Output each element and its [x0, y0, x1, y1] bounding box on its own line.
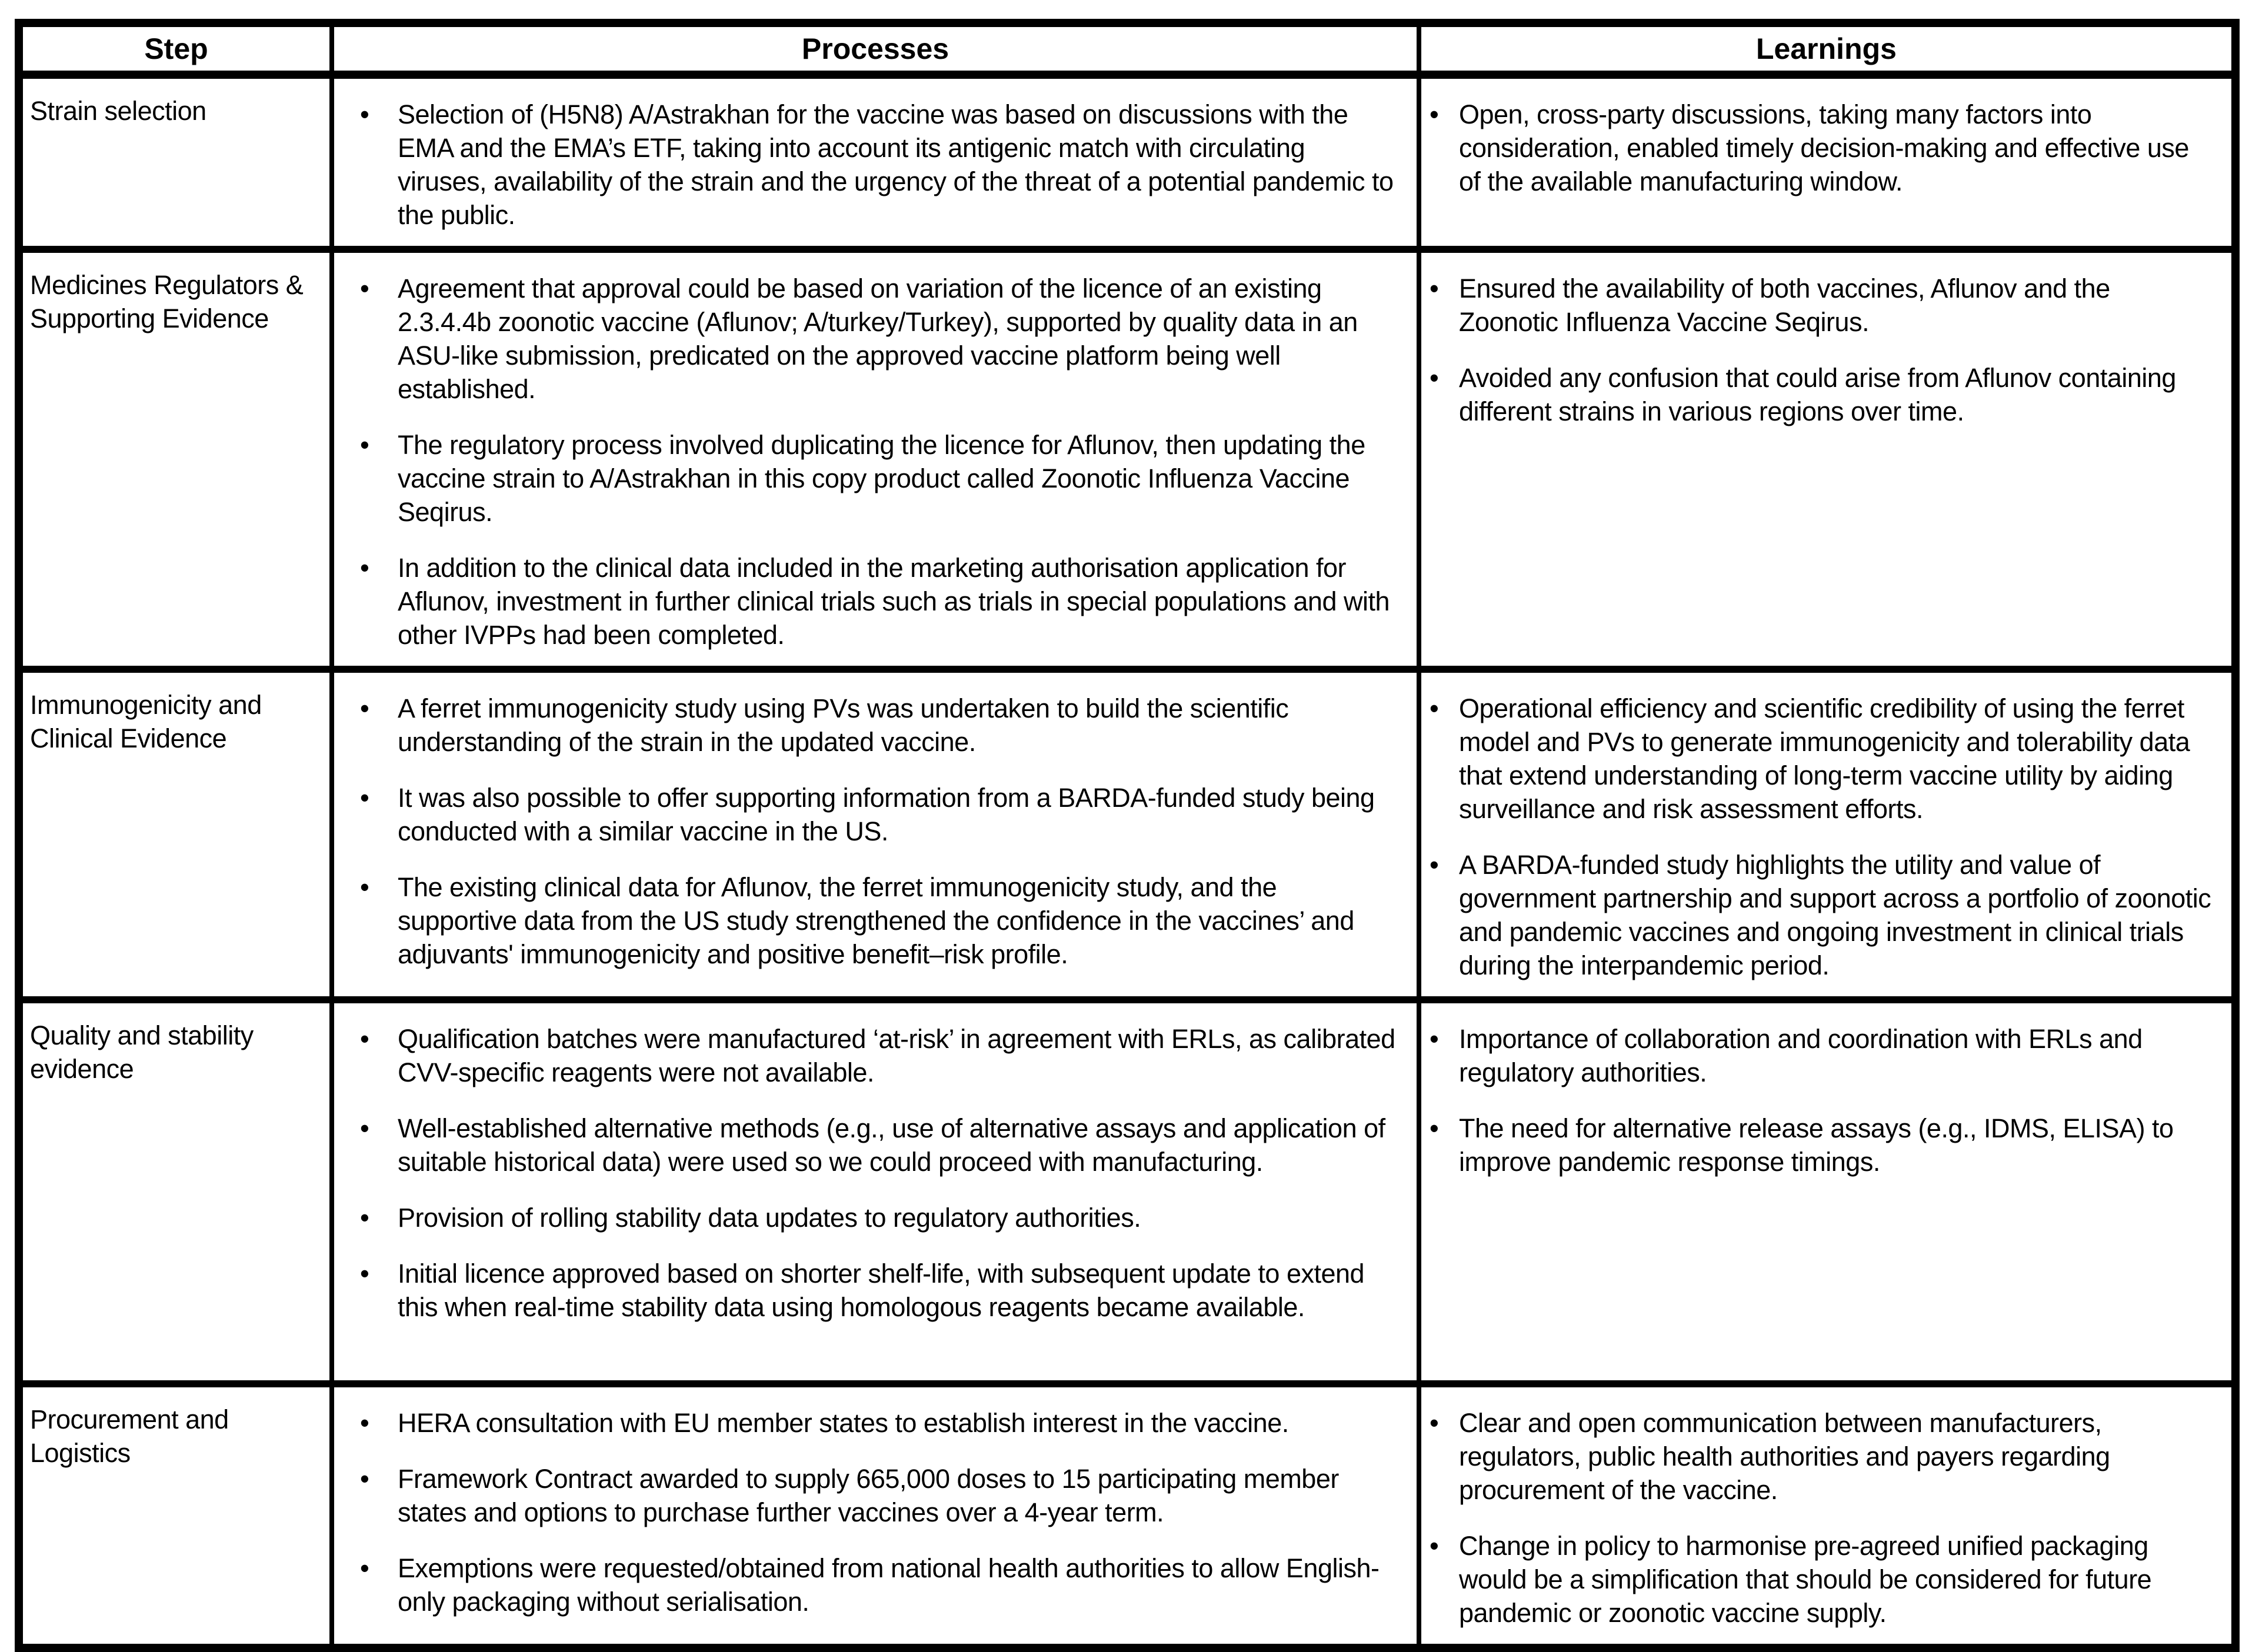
- column-header-learnings: Learnings: [1419, 23, 2235, 75]
- bullet-item: • It was also possible to offer supporting information from a BARDA-funded study being conducted with a similar vaccine in the US.: [334, 781, 1400, 848]
- processes-cell: [332, 249, 1419, 669]
- learnings-list: [1421, 1022, 2215, 1179]
- learnings-cell: [1419, 1000, 2235, 1384]
- bullet-item: • Initial licence approved based on shorter shelf-life, with subsequent update to extend this when real-time stability data using homologous reagents became available.: [334, 1257, 1400, 1324]
- bullet-item: • In addition to the clinical data included in the marketing authorisation application for Aflunov, investment in further clinical trials such as trials in special populations and with other IVPPs had been completed.: [334, 551, 1400, 652]
- learnings-list: [1421, 1406, 2215, 1630]
- bullet-item: • Selection of (H5N8) A/Astrakhan for the vaccine was based on discussions with the EMA and the EMA’s ETF, taking into account its antigenic match with circulating viruses, availability of the strain and the urgency of the threat of a potential pandemic to the public.: [334, 98, 1400, 232]
- step-cell: Procurement and Logistics: [19, 1384, 332, 1648]
- processes-cell: [332, 1000, 1419, 1384]
- bullet-item: • Importance of collaboration and coordination with ERLs and regulatory authorities.: [1421, 1022, 2215, 1089]
- learnings-list: [1421, 272, 2215, 428]
- bullet-item: • A BARDA-funded study highlights the utility and value of government partnership and support across a portfolio of zoonotic and pandemic vaccines and ongoing investment in clinical trials during the interpandemic period.: [1421, 848, 2215, 982]
- table-row-quality-stability: [19, 1000, 2235, 1384]
- bullet-item: • The regulatory process involved duplicating the licence for Aflunov, then updating the vaccine strain to A/Astrakhan in this copy product called Zoonotic Influenza Vaccine Seqirus.: [334, 428, 1400, 529]
- processes-list: [334, 98, 1400, 232]
- bullet-item: • Agreement that approval could be based on variation of the licence of an existing 2.3.4.4b zoonotic vaccine (Aflunov; A/turkey/Turkey), supported by quality data in an ASU-like submission, predicated on the approved vaccine platform being well established.: [334, 272, 1400, 406]
- column-header-step: Step: [19, 23, 332, 75]
- column-header-processes: Processes: [332, 23, 1419, 75]
- bullet-item: • Clear and open communication between manufacturers, regulators, public health authorities and payers regarding procurement of the vaccine.: [1421, 1406, 2215, 1507]
- table-body: [19, 75, 2235, 1648]
- process-learnings-table: [15, 19, 2240, 1652]
- bullet-item: • Framework Contract awarded to supply 665,000 doses to 15 participating member states and options to purchase further vaccines over a 4-year term.: [334, 1462, 1400, 1529]
- bullet-item: • Well-established alternative methods (e.g., use of alternative assays and application of suitable historical data) were used so we could proceed with manufacturing.: [334, 1112, 1400, 1179]
- processes-cell: [332, 669, 1419, 1000]
- processes-list: [334, 272, 1400, 652]
- bullet-item: • Exemptions were requested/obtained from national health authorities to allow English-only packaging without serialisation.: [334, 1551, 1400, 1618]
- bullet-item: • A ferret immunogenicity study using PVs was undertaken to build the scientific understanding of the strain in the updated vaccine.: [334, 692, 1400, 759]
- table-row-procurement-logistics: [19, 1384, 2235, 1648]
- table-row-immunogenicity: [19, 669, 2235, 1000]
- processes-cell: [332, 75, 1419, 249]
- bullet-item: • The existing clinical data for Aflunov, the ferret immunogenicity study, and the supportive data from the US study strengthened the confidence in the vaccines’ and adjuvants' immunogenicity and positive benefit–risk profile.: [334, 870, 1400, 971]
- processes-list: [334, 1022, 1400, 1324]
- step-cell: Immunogenicity and Clinical Evidence: [19, 669, 332, 1000]
- learnings-cell: [1419, 1384, 2235, 1648]
- step-cell: Strain selection: [19, 75, 332, 249]
- learnings-cell: [1419, 669, 2235, 1000]
- bullet-item: • Ensured the availability of both vaccines, Aflunov and the Zoonotic Influenza Vaccine Seqirus.: [1421, 272, 2215, 339]
- step-cell: Medicines Regulators & Supporting Evidence: [19, 249, 332, 669]
- learnings-cell: [1419, 249, 2235, 669]
- step-cell: Quality and stability evidence: [19, 1000, 332, 1384]
- bullet-item: • Avoided any confusion that could arise from Aflunov containing different strains in various regions over time.: [1421, 361, 2215, 428]
- table-header: [19, 23, 2235, 75]
- processes-cell: [332, 1384, 1419, 1648]
- learnings-cell: [1419, 75, 2235, 249]
- bullet-item: • HERA consultation with EU member states to establish interest in the vaccine.: [334, 1406, 1400, 1440]
- learnings-list: [1421, 98, 2215, 198]
- bullet-item: • The need for alternative release assays (e.g., IDMS, ELISA) to improve pandemic response timings.: [1421, 1112, 2215, 1179]
- table-row-medicines-regulators: [19, 249, 2235, 669]
- bullet-item: • Provision of rolling stability data updates to regulatory authorities.: [334, 1201, 1400, 1234]
- bullet-item: • Open, cross-party discussions, taking many factors into consideration, enabled timely decision-making and effective use of the available manufacturing window.: [1421, 98, 2215, 198]
- processes-list: [334, 692, 1400, 971]
- learnings-list: [1421, 692, 2215, 982]
- bullet-item: • Operational efficiency and scientific credibility of using the ferret model and PVs to generate immunogenicity and tolerability data that extend understanding of long-term vaccine utility by aiding surveillance and risk assessment efforts.: [1421, 692, 2215, 826]
- bullet-item: • Qualification batches were manufactured ‘at-risk’ in agreement with ERLs, as calibrated CVV-specific reagents were not available.: [334, 1022, 1400, 1089]
- processes-list: [334, 1406, 1400, 1618]
- bullet-item: • Change in policy to harmonise pre-agreed unified packaging would be a simplification that should be considered for future pandemic or zoonotic vaccine supply.: [1421, 1529, 2215, 1630]
- header-row: [19, 23, 2235, 75]
- table-row-strain-selection: [19, 75, 2235, 249]
